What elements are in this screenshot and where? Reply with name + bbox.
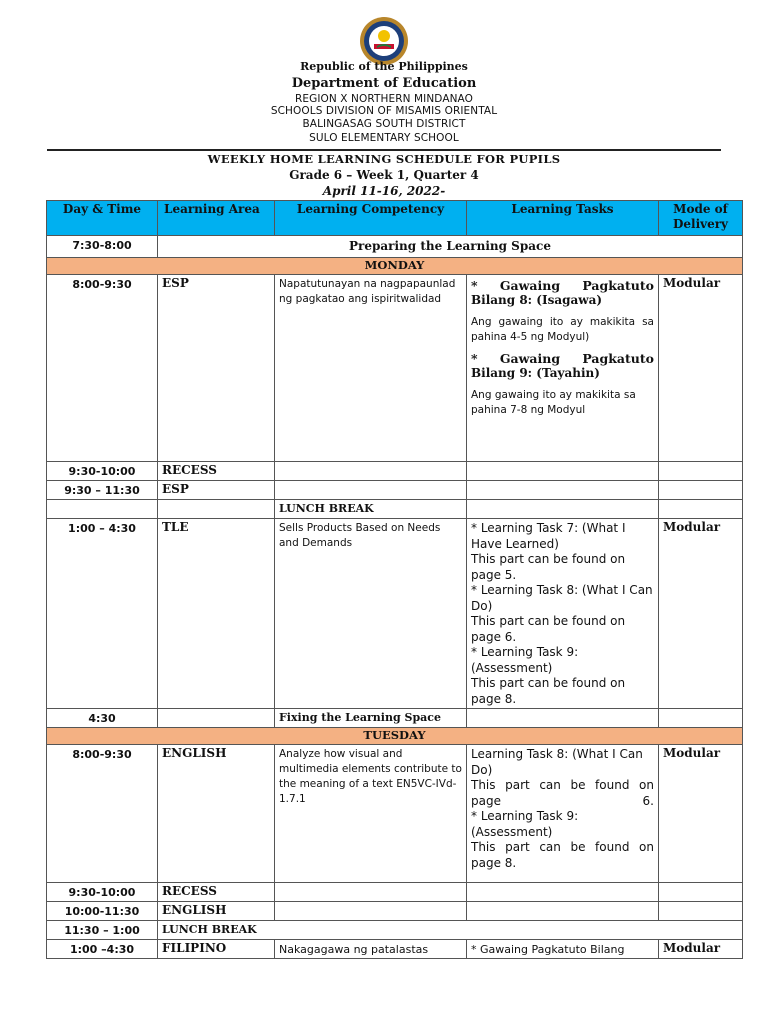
area-cell: ENGLISH [158,745,275,883]
task-line: This part can be found on page 8. [471,840,654,870]
competency-cell: Sells Products Based on Needs and Demands [275,519,467,709]
time-cell: 1:00 –4:30 [47,940,158,959]
activity-cell: Fixing the Learning Space [275,709,467,728]
mode-cell: Modular [659,519,743,709]
competency-cell: Nakagagawa ng patalastas [275,940,467,959]
time-cell: 7:30-8:00 [47,236,158,258]
day-label: TUESDAY [47,728,743,745]
tasks-cell [467,275,659,462]
activity-cell: LUNCH BREAK [158,921,743,940]
task-line: Learning Task 8: (What I Can Do) [471,747,643,777]
table-row [47,883,743,902]
col-learning-competency: Learning Competency [275,201,467,236]
col-learning-area: Learning Area [158,201,275,236]
table-row [47,921,743,940]
time-cell: 10:00-11:30 [47,902,158,921]
tasks-cell [467,745,659,883]
task-line: * Learning Task 9: (Assessment) [471,645,579,675]
header-republic: Republic of the Philippines [300,60,468,73]
col-day-time: Day & Time [47,201,158,236]
mode-cell: Modular [659,940,743,959]
time-cell: 11:30 – 1:00 [47,921,158,940]
table-row [47,519,743,709]
schedule-table [46,200,743,959]
mode-cell: Modular [659,745,743,883]
task-line: * Learning Task 9: (Assessment) [471,809,579,839]
table-row [47,902,743,921]
task-line: This part can be found on page 6. [471,778,654,808]
table-row [47,236,743,258]
task-line: * Learning Task 8: (What I Can Do) [471,583,653,613]
task-body: Ang gawaing ito ay makikita sa pahina 7-8 ng Modyul [471,389,636,416]
header-divider [47,149,721,151]
table-row [47,940,743,959]
table-row [47,745,743,883]
area-cell: RECESS [158,883,275,902]
deped-seal-logo [359,16,409,66]
header-district: BALINGASAG SOUTH DISTRICT [302,118,466,130]
competency-cell: Napatutunayan na nagpapaunlad ng pagkatao ang ispiritwalidad [275,275,467,462]
table-row [47,462,743,481]
task-heading-2: Bilang 9: (Tayahin) [471,366,600,380]
table-row [47,500,743,519]
header-region: REGION X NORTHERN MINDANAO [294,93,474,105]
col-learning-tasks: Learning Tasks [467,201,659,236]
time-cell: 8:00-9:30 [47,275,158,462]
table-row [47,709,743,728]
mode-cell: Modular [659,275,743,462]
header-division: SCHOOLS DIVISION OF MISAMIS ORIENTAL [270,105,498,117]
day-label: MONDAY [47,258,743,275]
area-cell: TLE [158,519,275,709]
document-date: April 11-16, 2022- [322,184,446,198]
task-body: Ang gawaing ito ay makikita sa pahina 4-5 ng Modyul) [471,316,654,343]
tasks-cell: * Gawaing Pagkatuto Bilang [467,940,659,959]
time-cell: 9:30-10:00 [47,883,158,902]
area-cell: FILIPINO [158,940,275,959]
time-cell: 9:30 – 11:30 [47,481,158,500]
time-cell: 4:30 [47,709,158,728]
task-line: This part can be found on page 6. [471,614,626,644]
area-cell: ESP [158,481,275,500]
time-cell: 9:30-10:00 [47,462,158,481]
task-line: * Learning Task 7: (What I Have Learned) [471,521,626,551]
competency-cell: Analyze how visual and multimedia elements contribute to the meaning of a text EN5VC-IVd-1.7.1 [275,745,467,883]
area-cell: ENGLISH [158,902,275,921]
table-header-row [47,201,743,236]
header-department: Department of Education [291,76,477,91]
document-subtitle: Grade 6 – Week 1, Quarter 4 [289,168,479,182]
task-heading: * Gawaing Pagkatuto [471,351,654,366]
area-cell: RECESS [158,462,275,481]
table-row [47,481,743,500]
task-line: This part can be found on page 8. [471,676,626,706]
day-row-monday [47,258,743,275]
activity-cell: Preparing the Learning Space [158,236,743,258]
time-cell: 1:00 – 4:30 [47,519,158,709]
day-row-tuesday [47,728,743,745]
tasks-cell [467,519,659,709]
table-row [47,275,743,462]
area-cell: ESP [158,275,275,462]
task-heading: * Gawaing Pagkatuto [471,278,654,293]
task-line: This part can be found on page 5. [471,552,626,582]
time-cell: 8:00-9:30 [47,745,158,883]
header-school: SULO ELEMENTARY SCHOOL [309,132,459,144]
document-title: WEEKLY HOME LEARNING SCHEDULE FOR PUPILS [207,152,561,166]
activity-cell: LUNCH BREAK [275,500,467,519]
col-mode-of-delivery: Mode of Delivery [659,201,743,236]
task-heading-2: Bilang 8: (Isagawa) [471,293,603,307]
